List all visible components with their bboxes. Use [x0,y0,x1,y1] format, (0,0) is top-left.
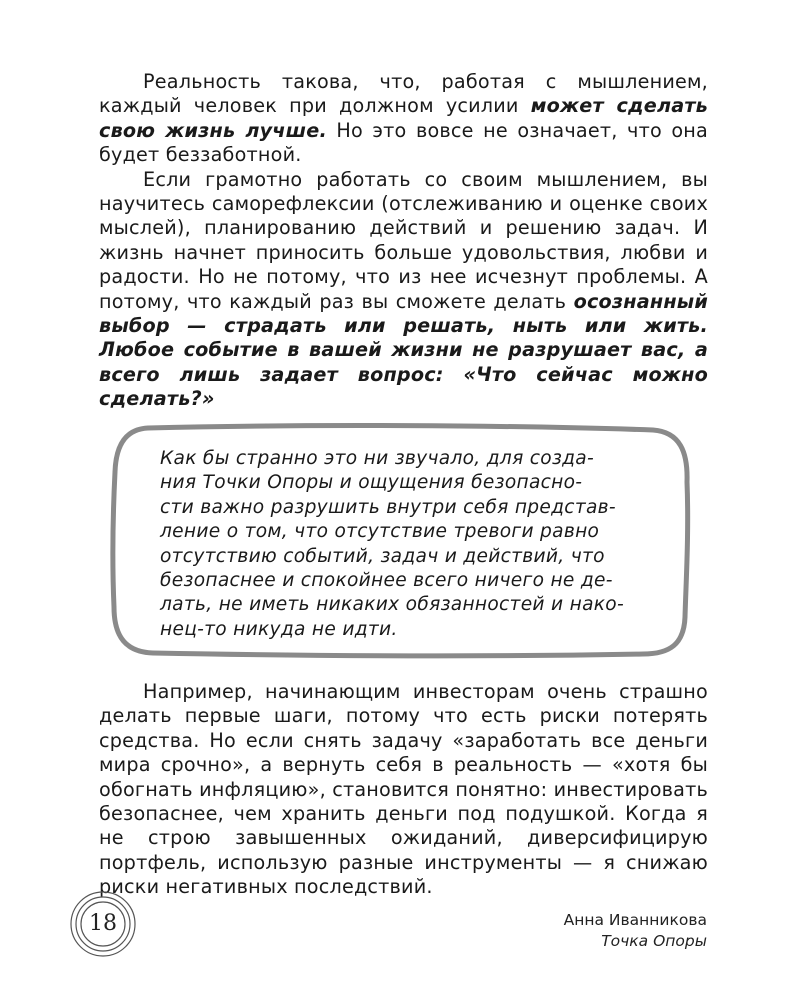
callout-line: отсутствию событий, задач и действий, что [160,545,605,567]
paragraph-text: Но это вовсе не означает, что она будет беззаботной. [99,118,708,167]
running-footer [564,910,707,952]
callout-line: нец-то никуда не идти. [160,618,398,640]
text-block-top [99,70,708,412]
emphasis-text: осознанный выбор — страдать или решать, ныть или жить. Любое событие в вашей жизни не разрушает вас, а всего лишь задает вопрос: «Что сейчас можно сделать?» [99,289,708,411]
callout-line: ния Точки Опоры и ощущения безопасно- [160,472,583,494]
page-number: 18 [89,911,117,936]
callout-text [160,447,648,642]
callout-line: лать, не иметь никаких обязанностей и нако- [160,594,624,616]
emphasis-text: может сделать свою жизнь лучше. [99,94,709,142]
text-block-bottom [99,680,708,900]
callout-line: ление о том, что отсутствие тревоги равно [160,521,600,543]
callout-line: безопаснее и спокойнее всего ничего не де- [160,570,613,592]
book-title: Точка Опоры [601,932,707,950]
paragraph [99,168,708,412]
callout-line: сти важно разрушить внутри себя представ- [160,496,616,518]
paragraph [99,680,708,900]
author-name: Анна Иванникова [563,911,707,929]
paragraph-text: Реальность такова, что, работая с мышлением, каждый человек при должном усилии [99,70,708,118]
callout-line: Как бы странно это ни звучало, для созда- [160,448,595,469]
paragraph-text: Например, начинающим инвесторам очень страшно делать первые шаги, потому что есть риски потерять средства. Но если снять задачу «заработать все деньги мира срочно», а вернуть себя в реальность — «хотя бы обогнать инфляцию», становится понятно: инвестировать безопаснее, чем хранить деньги под подушкой. Когда я не строю завышенных ожиданий, диверсифицирую портфель, использую разные инструменты — я снижаю риски негативных последствий. [99,680,708,899]
paragraph-text: Если грамотно работать со своим мышлением, вы научитесь саморефлексии (отслеживанию и оценке своих мыслей), планированию действий и решению задач. И жизнь начнет приносить больше удовольствия, любви и радости. Но не потому, что из нее исчезнут проблемы. А потому, что каждый раз вы сможете делать [99,167,708,313]
paragraph [99,70,708,168]
page-number-badge [68,889,138,959]
